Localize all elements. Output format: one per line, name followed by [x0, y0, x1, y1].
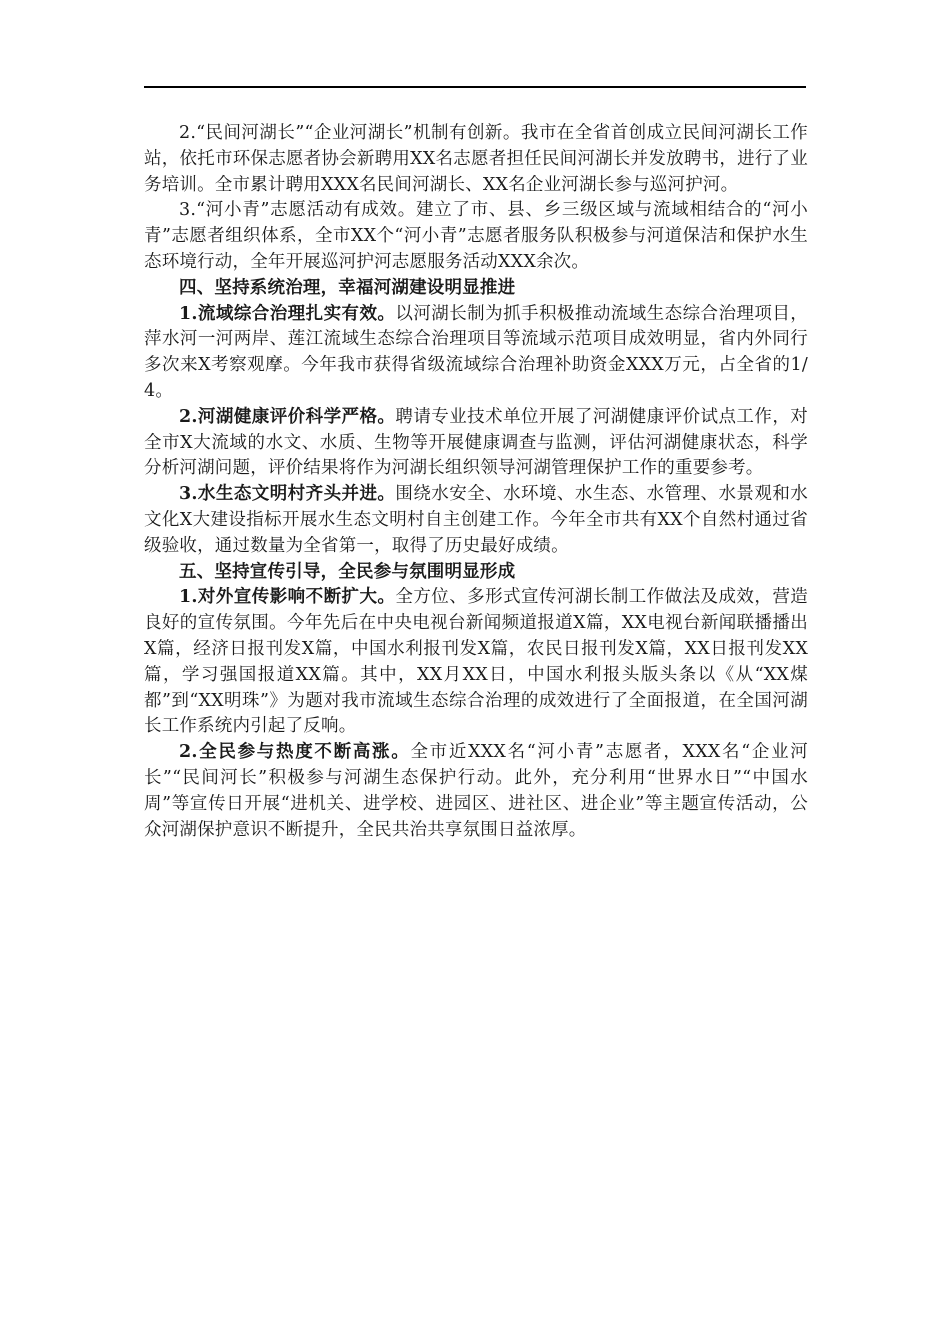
section-heading-4: 四、坚持系统治理，幸福河湖建设明显推进: [179, 277, 516, 298]
paragraph-public-participation: [144, 740, 808, 843]
paragraph-lead: 1.对外宣传影响不断扩大。: [179, 587, 396, 608]
paragraph-basin-governance: [144, 302, 808, 405]
document-body: [144, 121, 808, 843]
paragraph-eco-village: [144, 482, 808, 559]
paragraph-text: 3.“河小青”志愿活动有成效。建立了市、县、乡三级区域与流域相结合的“河小青”志愿者组织体系，全市XX个“河小青”志愿者服务队积极参与河道保洁和保护水生态环境行动，全年开展巡河护河志愿服务活动XXX余次。: [144, 200, 808, 272]
paragraph-lead: 3.水生态文明村齐头并进。: [179, 484, 396, 505]
paragraph-lead: 2.全民参与热度不断高涨。: [179, 742, 411, 763]
paragraph-text: 围绕水安全、水环境、水生态、水管理、水景观和水文化X大建设指标开展水生态文明村自主创建工作。今年全市共有XX个自然村通过省级验收，通过数量为全省第一，取得了历史最好成绩。: [144, 484, 808, 556]
paragraph-lead: 2.河湖健康评价科学严格。: [179, 406, 396, 427]
paragraph-river-health-evaluation: [144, 405, 808, 482]
paragraph-text: 全市近XXX名“河小青”志愿者，XXX名“企业河长”“民间河长”积极参与河湖生态保护行动。此外，充分利用“世界水日”“中国水周”等宣传日开展“进机关、进学校、进园区、进社区、进企业”等主题宣传活动，公众河湖保护意识不断提升，全民共治共享氛围日益浓厚。: [144, 742, 809, 840]
paragraph-text: 以河湖长制为抓手积极推动流域生态综合治理项目，萍水河一河两岸、莲江流域生态综合治理项目等流域示范项目成效明显，省内外同行多次来X考察观摩。今年我市获得省级流域综合治理补助资金XXX万元，占全省的1/4。: [144, 303, 808, 401]
paragraph-folk-river-chief: [144, 121, 808, 198]
paragraph-river-youth-volunteers: [144, 198, 808, 275]
paragraph-lead: 1.流域综合治理扎实有效。: [179, 303, 396, 324]
paragraph-text: 2.“民间河湖长”“企业河湖长”机制有创新。我市在全省首创成立民间河湖长工作站，依托市环保志愿者协会新聘用XX名志愿者担任民间河湖长并发放聘书，进行了业务培训。全市累计聘用XXX名民间河湖长、XX名企业河湖长参与巡河护河。: [144, 123, 808, 195]
section-heading-5: 五、坚持宣传引导，全民参与氛围明显形成: [179, 561, 516, 582]
paragraph-text: 全方位、多形式宣传河湖长制工作做法及成效，营造良好的宣传氛围。今年先后在中央电视台新闻频道报道X篇，XX电视台新闻联播播出X篇，经济日报刊发X篇，中国水利报刊发X篇，农民日报刊发X篇，XX日报刊发XX篇，学习强国报道XX篇。其中，XX月XX日，中国水利报头版头条以《从“XX煤都”到“XX明珠”》为题对我市流域生态综合治理的成效进行了全面报道，在全国河湖长工作系统内引起了反响。: [144, 587, 808, 737]
paragraph-text: 聘请专业技术单位开展了河湖健康评价试点工作，对全市X大流域的水文、水质、生物等开展健康调查与监测，评估河湖健康状态，科学分析河湖问题，评价结果将作为河湖长组织领导河湖管理保护工作的重要参考。: [144, 406, 808, 479]
header-rule: [144, 86, 806, 88]
paragraph-external-publicity: [144, 585, 808, 740]
